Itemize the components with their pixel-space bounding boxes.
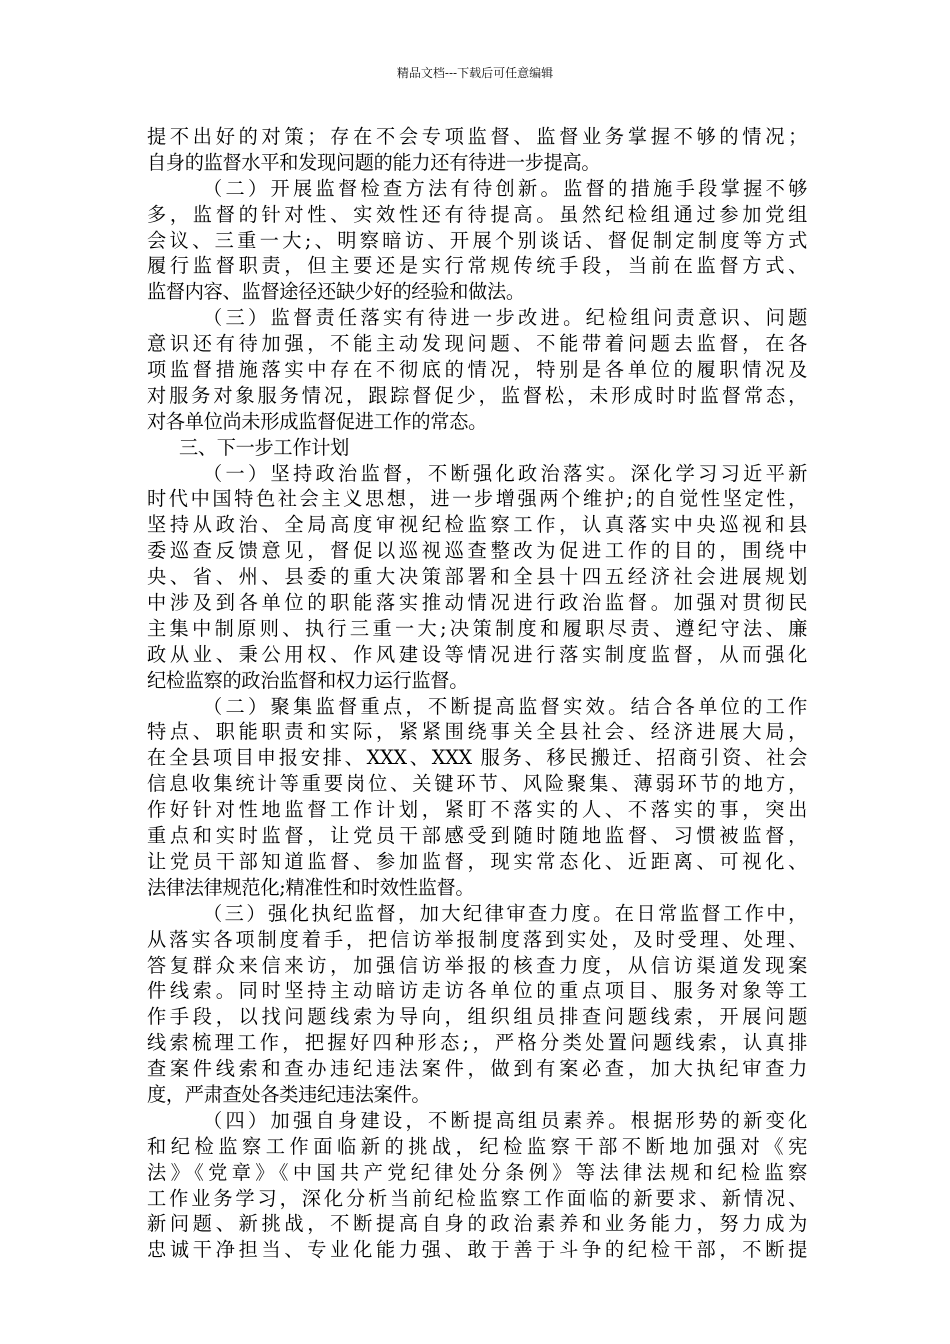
text-line: 监督内容、监督途径还缺少好的经验和做法。 [147, 280, 525, 304]
text-line: 在全县项目申报安排、XXX、XXX 服务、移民搬迁、招商引资、社会 [147, 746, 807, 770]
text-line: 意识还有待加强，不能主动发现问题、不能带着问题去监督，在各 [147, 332, 807, 356]
text-line: 特点、职能职责和实际，紧紧围绕事关全县社会、经济进展大局， [147, 720, 807, 744]
text-line: （一）坚持政治监督，不断强化政治落实。深化学习习近平新 [203, 461, 807, 485]
document-body [147, 124, 807, 1263]
text-line: 时代中国特色社会主义思想，进一步增强两个维护;的自觉性坚定性， [147, 487, 807, 511]
page-header: 精品文档---下载后可任意编辑 [396, 66, 554, 80]
text-line: 纪检监察的政治监督和权力运行监督。 [147, 668, 469, 692]
text-line: 提不出好的对策；存在不会专项监督、监督业务掌握不够的情况； [147, 125, 807, 148]
text-line: 让党员干部知道监督、参加监督，现实常态化、近距离、可视化、 [147, 849, 807, 873]
text-line: （三）监督责任落实有待进一步改进。纪检组问责意识、问题 [203, 306, 807, 330]
text-line: 作手段，以找问题线索为导向，组织组员排查问题线索，开展问题 [147, 1005, 807, 1029]
text-line: 中涉及到各单位的职能落实推动情况进行政治监督。加强对贯彻民 [147, 591, 807, 615]
text-line: 重点和实时监督，让党员干部感受到随时随地监督、习惯被监督， [147, 824, 807, 848]
text-line: 度，严肃查处各类违纪违法案件。 [147, 1082, 431, 1106]
text-line: 查案件线索和查办违纪违法案件，做到有案必查，加大执纪审查力 [147, 1057, 807, 1081]
text-line: 多，监督的针对性、实效性还有待提高。虽然纪检组通过参加党组 [147, 202, 807, 226]
text-line: （二）开展监督检查方法有待创新。监督的措施手段掌握不够 [203, 176, 807, 200]
text-line: 从落实各项制度着手，把信访举报制度落到实处，及时受理、处理、 [147, 927, 807, 951]
text-line: 忠诚干净担当、专业化能力强、敢于善于斗争的纪检干部，不断提 [147, 1238, 807, 1262]
text-line: （四）加强自身建设，不断提高组员素养。根据形势的新变化 [203, 1108, 807, 1132]
text-line: 法律法律规范化;精准性和时效性监督。 [147, 875, 475, 899]
text-line: 新问题、新挑战，不断提高自身的政治素养和业务能力，努力成为 [147, 1212, 807, 1236]
text-line: 主集中制原则、执行三重一大;决策制度和履职尽责、遵纪守法、廉 [147, 616, 807, 640]
text-line: 履行监督职责，但主要还是实行常规传统手段，当前在监督方式、 [147, 254, 807, 278]
text-line: 会议、三重一大;、明察暗访、开展个别谈话、督促制定制度等方式 [147, 228, 807, 252]
text-line: 件线索。同时坚持主动暗访走访各单位的重点项目、服务对象等工 [147, 979, 807, 1003]
text-line: 法》《党章》《中国共产党纪律处分条例》等法律法规和纪检监察 [147, 1160, 807, 1184]
text-line: 央、省、州、县委的重大决策部署和全县十四五经济社会进展规划 [147, 565, 807, 589]
text-line: 信息收集统计等重要岗位、关键环节、风险聚集、薄弱环节的地方， [147, 772, 807, 796]
text-line: 工作业务学习，深化分析当前纪检监察工作面临的新要求、新情况、 [147, 1186, 807, 1210]
text-line: （三）强化执纪监督，加大纪律审查力度。在日常监督工作中， [203, 901, 807, 925]
text-line: 坚持从政治、全局高度审视纪检监察工作，认真落实中央巡视和县 [147, 513, 807, 537]
text-line: （二）聚集监督重点，不断提高监督实效。结合各单位的工作 [203, 694, 807, 718]
text-line: 自身的监督水平和发现问题的能力还有待进一步提高。 [147, 150, 601, 174]
text-line: 项监督措施落实中存在不彻底的情况，特别是各单位的履职情况及 [147, 358, 807, 382]
text-line: 答复群众来信来访，加强信访举报的核查力度，从信访渠道发现案 [147, 953, 807, 977]
text-line: 委巡查反馈意见，督促以巡视巡查整改为促进工作的目的，围绕中 [147, 539, 807, 563]
text-line: 政从业、秉公用权、作风建设等情况进行落实制度监督，从而强化 [147, 642, 807, 666]
text-line: 线索梳理工作，把握好四种形态;，严格分类处置问题线索，认真排 [147, 1031, 807, 1055]
text-line: 三、下一步工作计划 [179, 435, 349, 459]
text-line: 和纪检监察工作面临新的挑战，纪检监察干部不断地加强对《宪 [147, 1134, 807, 1158]
text-line: 对服务对象服务情况，跟踪督促少，监督松，未形成时时监督常态， [147, 383, 807, 407]
text-line: 作好针对性地监督工作计划，紧盯不落实的人、不落实的事，突出 [147, 798, 807, 822]
text-line: 对各单位尚未形成监督促进工作的常态。 [147, 409, 487, 433]
